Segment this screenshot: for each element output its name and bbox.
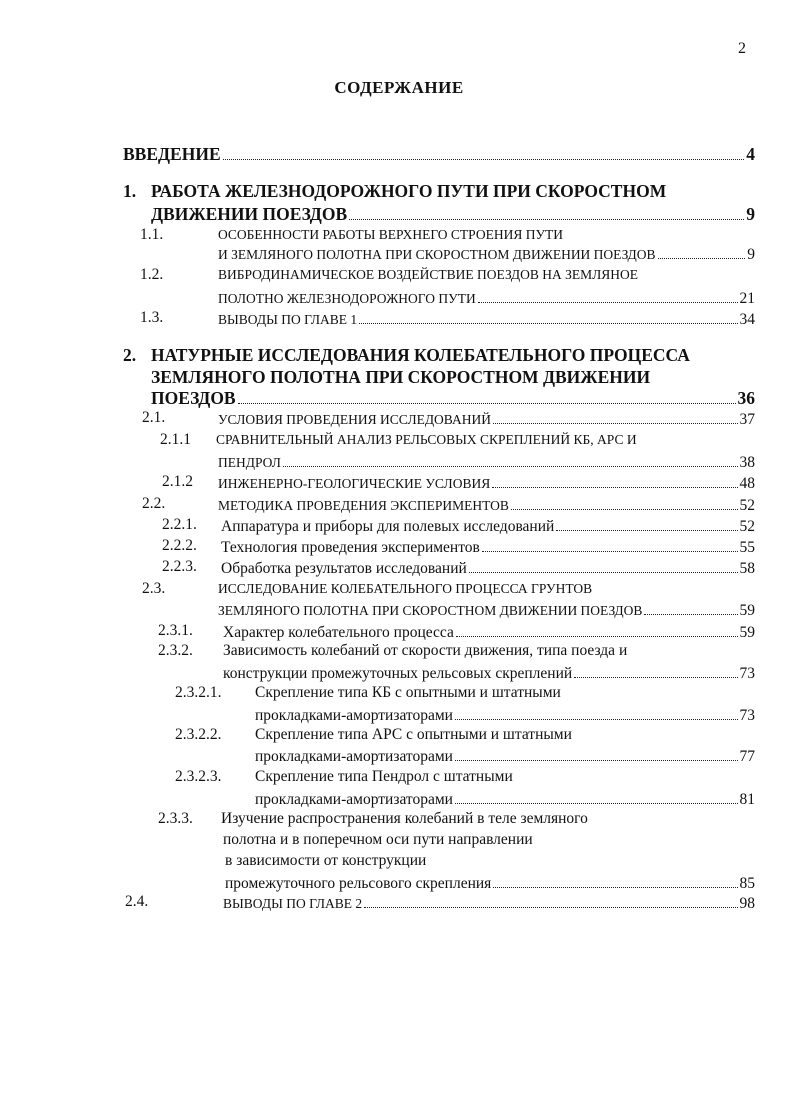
toc-section-number: 2.1.2 <box>162 473 193 490</box>
toc-label: ПОЛОТНО ЖЕЛЕЗНОДОРОЖНОГО ПУТИ <box>218 291 476 306</box>
toc-section-number: 1.2. <box>140 266 164 283</box>
toc-entry-2-1-2[interactable] <box>218 471 755 493</box>
toc-section-number: 2.2.2. <box>162 537 197 554</box>
toc-section-number: 2.3.2.1. <box>175 684 222 701</box>
toc-entry-1-1[interactable] <box>218 242 755 264</box>
toc-chapter-number: 1. <box>123 181 137 201</box>
toc-leader-dots <box>574 661 737 678</box>
toc-page: 73 <box>739 707 755 724</box>
toc-label: Аппаратура и приборы для полевых исследований <box>221 518 555 535</box>
toc-leader-dots <box>455 703 738 720</box>
toc-section-title-line: ИССЛЕДОВАНИЕ КОЛЕБАТЕЛЬНОГО ПРОЦЕССА ГРУНТОВ <box>218 581 593 596</box>
toc-page: 52 <box>739 497 755 514</box>
page-title: СОДЕРЖАНИЕ <box>334 78 464 97</box>
toc-section-title-line: ВИБРОДИНАМИЧЕСКОЕ ВОЗДЕЙСТВИЕ ПОЕЗДОВ НА ЗЕМЛЯНОЕ <box>218 267 639 282</box>
toc-label: ВЫВОДЫ ПО ГЛАВЕ 2 <box>223 896 363 911</box>
toc-leader-dots <box>493 871 737 888</box>
toc-page: 38 <box>739 454 755 471</box>
toc-leader-dots <box>364 891 737 908</box>
toc-label: ПОЕЗДОВ <box>151 388 236 408</box>
toc-section-number: 2.3.1. <box>158 622 193 639</box>
toc-entry-2-3-2[interactable] <box>223 661 755 683</box>
toc-label: прокладками-амортизаторами <box>255 707 453 724</box>
toc-leader-dots <box>456 620 738 637</box>
toc-page: 21 <box>739 290 755 307</box>
toc-chapter-number: 2. <box>123 345 137 365</box>
toc-leader-dots <box>359 307 737 324</box>
toc-entry-chapter-2[interactable] <box>151 387 755 409</box>
toc-section-title-line: в зависимости от конструкции <box>225 852 427 869</box>
toc-page: 52 <box>739 518 755 535</box>
toc-label: Технология проведения экспериментов <box>221 539 480 556</box>
toc-section-title-line: СРАВНИТЕЛЬНЫЙ АНАЛИЗ РЕЛЬСОВЫХ СКРЕПЛЕНИЙ КБ, АРС И <box>216 432 637 447</box>
toc-leader-dots <box>644 598 737 615</box>
toc-entry-2-3-2-3[interactable] <box>255 787 755 809</box>
toc-page: 37 <box>739 411 755 428</box>
toc-label: ПЕНДРОЛ <box>218 455 281 470</box>
toc-page: 9 <box>746 204 755 224</box>
toc-section-title-line: полотна и в поперечном оси пути направлении <box>223 831 533 848</box>
toc-chapter-title-line: ЗЕМЛЯНОГО ПОЛОТНА ПРИ СКОРОСТНОМ ДВИЖЕНИИ <box>151 367 651 387</box>
toc-chapter-title-line: НАТУРНЫЕ ИССЛЕДОВАНИЯ КОЛЕБАТЕЛЬНОГО ПРОЦЕССА <box>151 345 690 365</box>
toc-entry-2-3-1[interactable] <box>223 620 755 642</box>
toc-section-number: 1.1. <box>140 226 164 243</box>
toc-section-title-line: Скрепление типа КБ с опытными и штатными <box>255 684 561 701</box>
toc-leader-dots <box>478 286 738 303</box>
toc-section-title-line: Скрепление типа АРС с опытными и штатными <box>255 726 572 743</box>
toc-entry-2-2-1[interactable] <box>221 514 755 536</box>
toc-label: ВВЕДЕНИЕ <box>123 144 221 164</box>
toc-section-number: 2.3. <box>142 580 166 597</box>
toc-section-title-line: ОСОБЕННОСТИ РАБОТЫ ВЕРХНЕГО СТРОЕНИЯ ПУТИ <box>218 227 564 242</box>
toc-leader-dots <box>658 242 746 259</box>
toc-leader-dots <box>492 471 737 488</box>
toc-page: 4 <box>746 144 755 164</box>
toc-label: промежуточного рельсового скрепления <box>225 875 492 892</box>
toc-leader-dots <box>238 387 736 404</box>
toc-label: прокладками-амортизаторами <box>255 748 453 765</box>
toc-entry-2-1[interactable] <box>218 407 755 429</box>
toc-section-title-line: Зависимость колебаний от скорости движения, типа поезда и <box>223 642 628 659</box>
toc-page: 36 <box>737 388 755 408</box>
toc-entry-2-3[interactable] <box>218 598 755 620</box>
toc-entry-2-3-3[interactable] <box>225 871 755 893</box>
toc-leader-dots <box>511 493 738 510</box>
toc-leader-dots <box>283 450 738 467</box>
toc-label: МЕТОДИКА ПРОВЕДЕНИЯ ЭКСПЕРИМЕНТОВ <box>218 498 509 513</box>
toc-entry-chapter-1[interactable] <box>151 203 755 225</box>
toc-section-title-line: Скрепление типа Пендрол с штатными <box>255 768 513 785</box>
toc-leader-dots <box>469 556 738 573</box>
toc-page: 55 <box>739 539 755 556</box>
toc-label: УСЛОВИЯ ПРОВЕДЕНИЯ ИССЛЕДОВАНИЙ <box>218 412 491 427</box>
toc-leader-dots <box>455 787 738 804</box>
toc-page: 48 <box>739 475 755 492</box>
toc-leader-dots <box>223 143 745 160</box>
toc-page: 34 <box>739 311 755 328</box>
toc-section-number: 2.2.3. <box>162 558 197 575</box>
toc-entry-1-2[interactable] <box>218 286 755 308</box>
toc-label: И ЗЕМЛЯНОГО ПОЛОТНА ПРИ СКОРОСТНОМ ДВИЖЕНИИ ПОЕЗДОВ <box>218 247 656 262</box>
toc-section-number: 2.2.1. <box>162 516 197 533</box>
toc-label: ДВИЖЕНИИ ПОЕЗДОВ <box>151 204 348 224</box>
toc-section-title-line: Изучение распространения колебаний в теле земляного <box>221 810 588 827</box>
toc-section-number: 2.3.3. <box>158 810 193 827</box>
toc-section-number: 2.1.1 <box>160 431 191 448</box>
toc-label: ИНЖЕНЕРНО-ГЕОЛОГИЧЕСКИЕ УСЛОВИЯ <box>218 476 491 491</box>
toc-label: ЗЕМЛЯНОГО ПОЛОТНА ПРИ СКОРОСТНОМ ДВИЖЕНИИ ПОЕЗДОВ <box>218 603 643 618</box>
toc-chapter-title-line: РАБОТА ЖЕЛЕЗНОДОРОЖНОГО ПУТИ ПРИ СКОРОСТНОМ <box>151 181 667 201</box>
page-number: 2 <box>738 40 746 57</box>
toc-section-number: 2.3.2. <box>158 642 193 659</box>
toc-section-number: 2.3.2.2. <box>175 726 222 743</box>
toc-entry-2-3-2-2[interactable] <box>255 744 755 766</box>
toc-leader-dots <box>556 514 737 531</box>
toc-entry-1-3[interactable] <box>218 307 755 329</box>
toc-section-number: 2.2. <box>142 495 166 512</box>
toc-page: 85 <box>739 875 755 892</box>
toc-section-number: 2.1. <box>142 409 166 426</box>
toc-entry-2-3-2-1[interactable] <box>255 703 755 725</box>
toc-label: конструкции промежуточных рельсовых скреплений <box>223 665 573 682</box>
toc-page: 58 <box>739 560 755 577</box>
toc-page: 59 <box>739 624 755 641</box>
toc-entry-2-1-1[interactable] <box>218 450 755 472</box>
toc-page: 98 <box>739 895 755 912</box>
toc-label: ВЫВОДЫ ПО ГЛАВЕ 1 <box>218 312 358 327</box>
toc-page: 9 <box>747 246 755 263</box>
toc-leader-dots <box>493 407 738 424</box>
toc-leader-dots <box>482 535 738 552</box>
toc-leader-dots <box>349 203 744 220</box>
toc-page: 81 <box>739 791 755 808</box>
toc-section-number: 1.3. <box>140 309 164 326</box>
toc-leader-dots <box>455 744 738 761</box>
toc-entry-2-2[interactable] <box>218 493 755 515</box>
toc-section-number: 2.4. <box>125 893 149 910</box>
toc-page: 77 <box>739 748 755 765</box>
toc-entry-2-2-3[interactable] <box>221 556 755 578</box>
toc-label: прокладками-амортизаторами <box>255 791 453 808</box>
toc-section-number: 2.3.2.3. <box>175 768 222 785</box>
toc-page: 73 <box>739 665 755 682</box>
toc-entry-2-4[interactable] <box>223 891 755 913</box>
toc-entry-intro[interactable] <box>123 143 755 165</box>
toc-entry-2-2-2[interactable] <box>221 535 755 557</box>
toc-label: Характер колебательного процесса <box>223 624 454 641</box>
toc-page: 59 <box>739 602 755 619</box>
toc-label: Обработка результатов исследований <box>221 560 467 577</box>
